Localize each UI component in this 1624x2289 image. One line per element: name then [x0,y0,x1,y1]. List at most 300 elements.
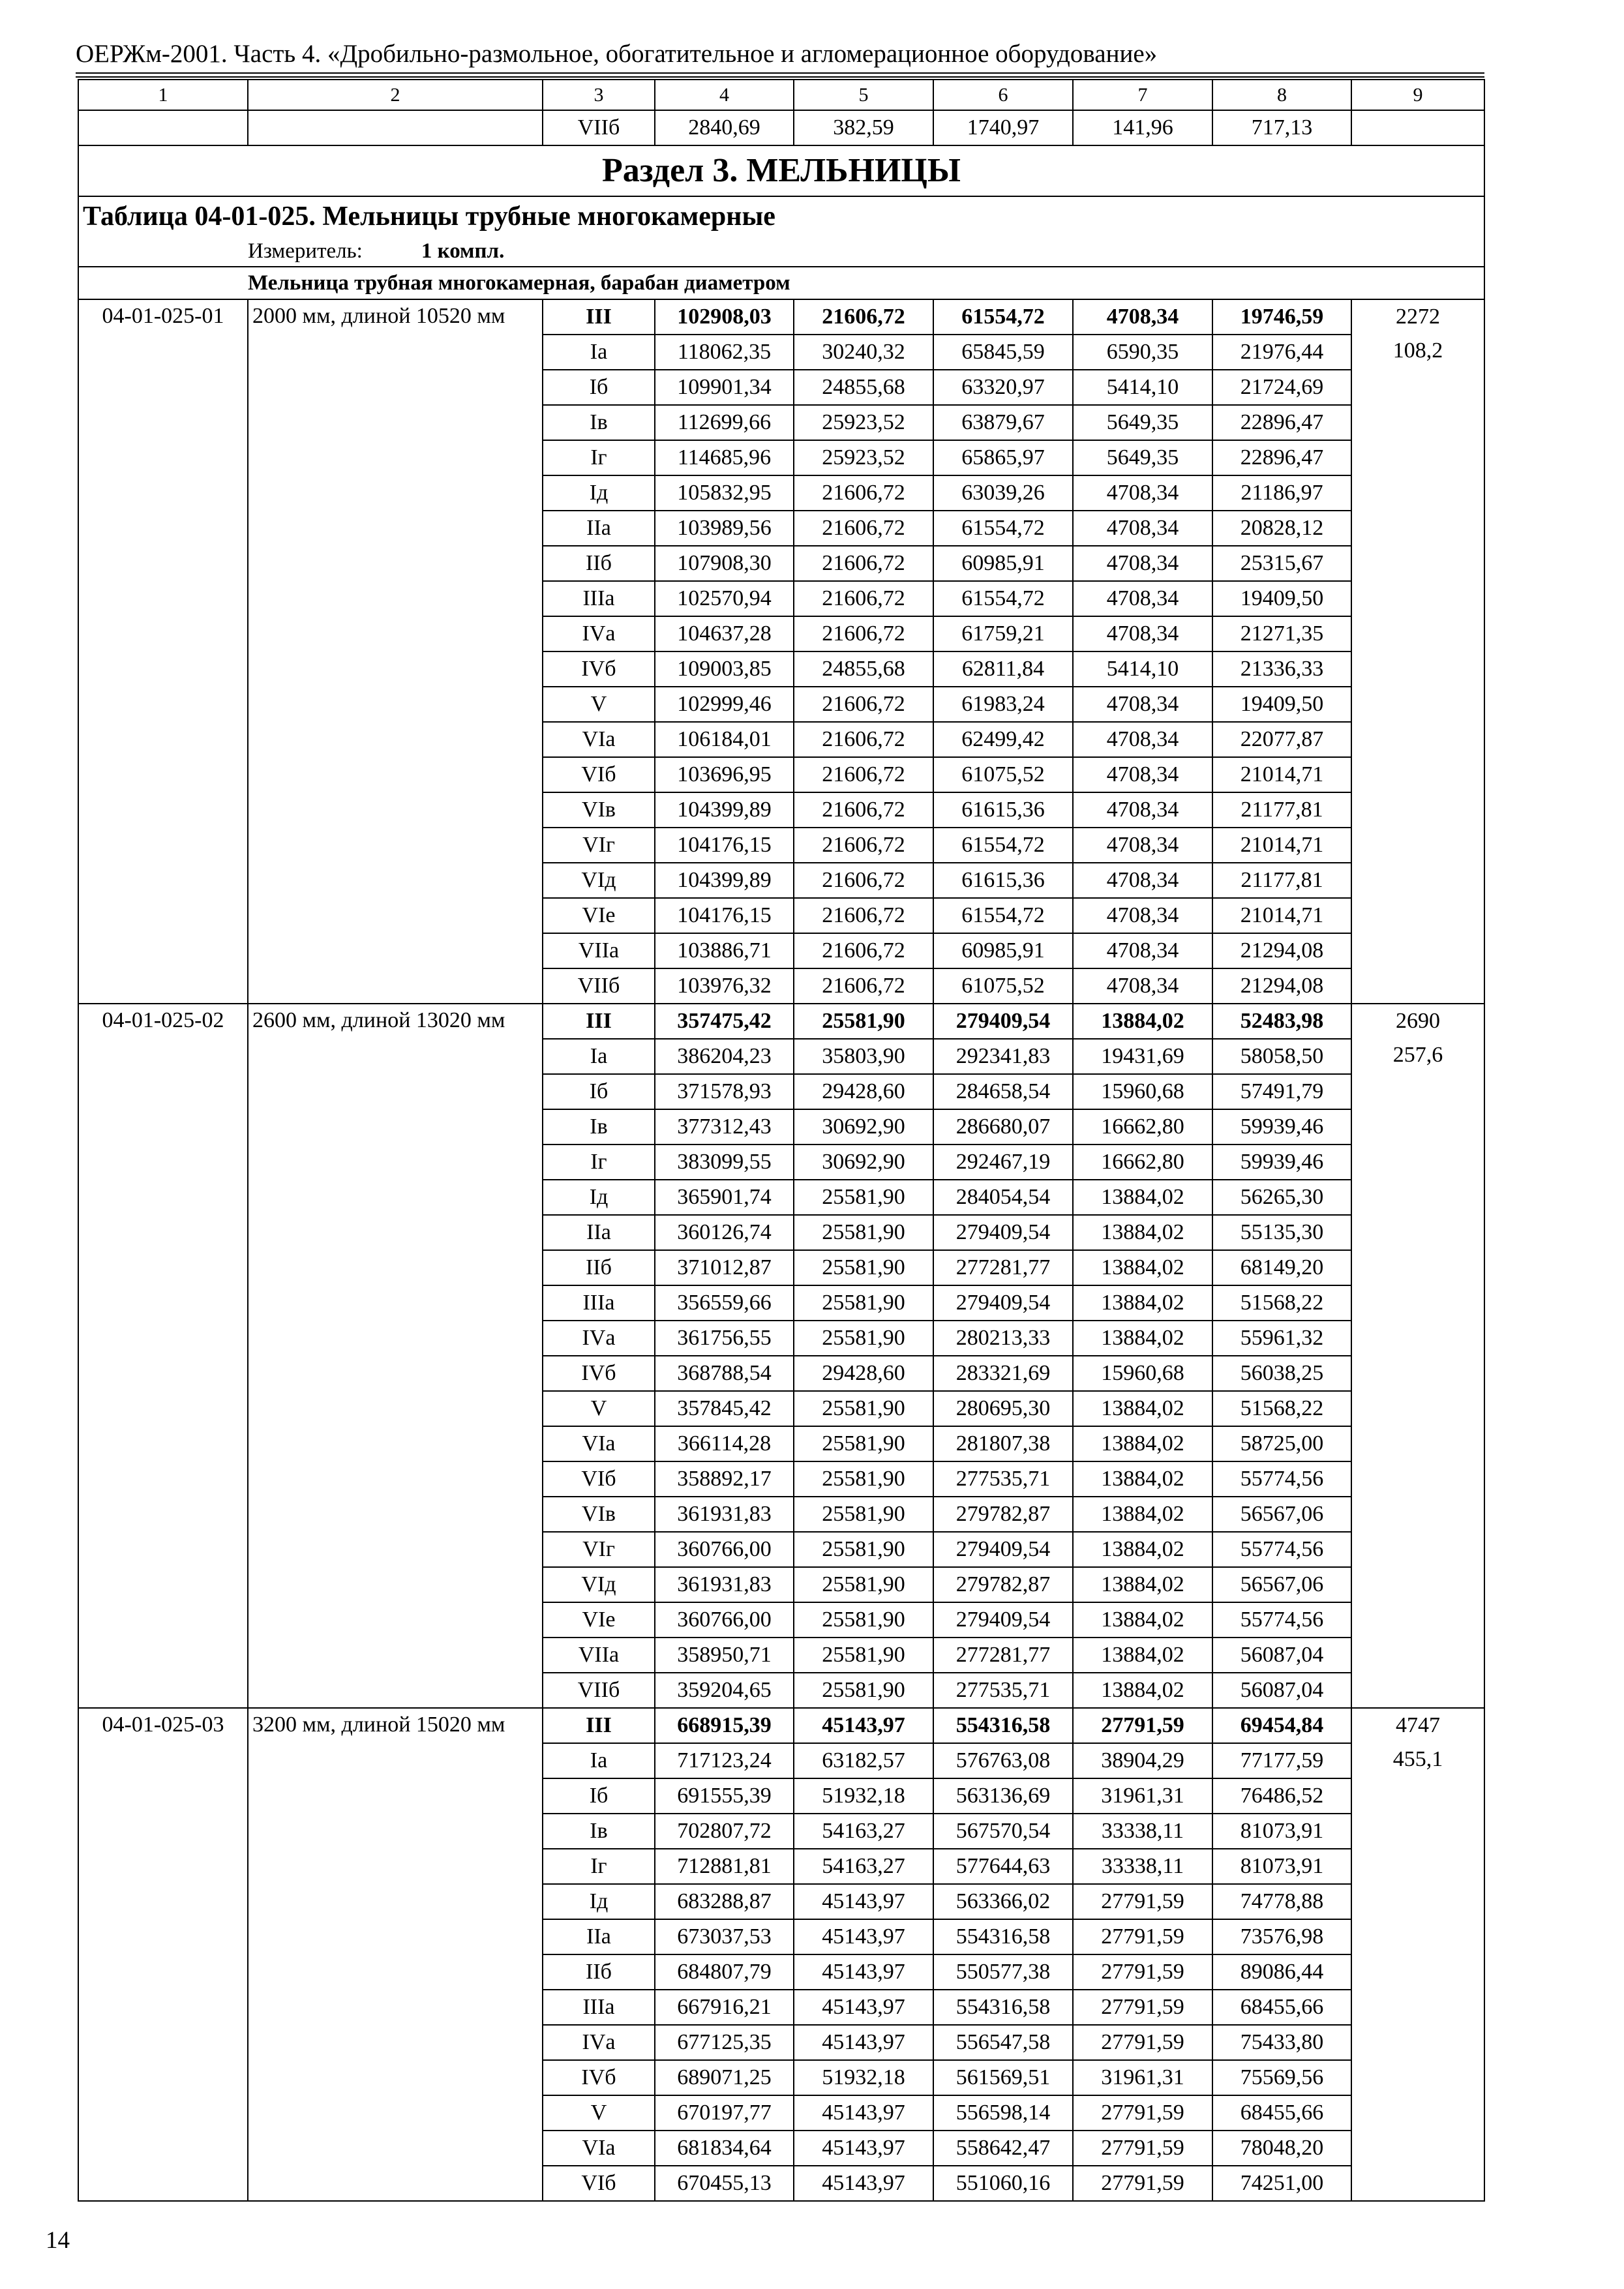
value-cell: 4708,34 [1073,863,1212,898]
value-cell: 61075,52 [933,757,1073,792]
equipment-name: 2000 мм, длиной 10520 мм [248,299,543,1004]
value-cell: 45143,97 [794,2095,933,2131]
rate-code: 04-01-025-03 [78,1708,248,2201]
value-cell: 55135,30 [1212,1215,1351,1250]
zone-cell: IVа [543,1321,655,1356]
value-cell: 4708,34 [1073,546,1212,581]
value-cell: 4708,34 [1073,511,1212,546]
value-cell: 4708,34 [1073,299,1212,335]
empty-cell [78,110,248,145]
value-cell: 21606,72 [794,546,933,581]
value-cell: 673037,53 [655,1919,794,1954]
value-cell: 21186,97 [1212,475,1351,511]
value-cell: 61554,72 [933,581,1073,616]
value-cell: 19409,50 [1212,581,1351,616]
value-cell: 68455,66 [1212,1990,1351,2025]
value-cell: 45143,97 [794,1708,933,1743]
zone-cell: IIIа [543,1285,655,1321]
value-cell: 55774,56 [1212,1461,1351,1497]
value-cell: 25315,67 [1212,546,1351,581]
value-cell: 689071,25 [655,2060,794,2095]
value-cell: 4708,34 [1073,722,1212,757]
equipment-name: 3200 мм, длиной 15020 мм [248,1708,543,2201]
value-cell: 58725,00 [1212,1426,1351,1461]
table-body [78,80,1484,2201]
value-cell: 62499,42 [933,722,1073,757]
value-cell: 683288,87 [655,1884,794,1919]
zone-cell: Iв [543,405,655,440]
value-cell: 73576,98 [1212,1919,1351,1954]
value-cell: 21177,81 [1212,792,1351,828]
rate-code: 04-01-025-01 [78,299,248,1004]
value-cell: 2840,69 [655,110,794,145]
value-cell: 25581,90 [794,1215,933,1250]
value-cell: 4708,34 [1073,792,1212,828]
value-cell: 667916,21 [655,1990,794,2025]
value-cell: 30692,90 [794,1144,933,1180]
value-cell: 277281,77 [933,1638,1073,1673]
value-cell: 118062,35 [655,335,794,370]
value-cell: 567570,54 [933,1814,1073,1849]
value-cell: 21606,72 [794,933,933,968]
zone-cell: VIб [543,2166,655,2201]
value-cell: 65845,59 [933,335,1073,370]
zone-cell: Iв [543,1814,655,1849]
labor-worker-value: 2272 [1396,305,1440,329]
value-cell: 45143,97 [794,2131,933,2166]
value-cell: 103696,95 [655,757,794,792]
value-cell: 279409,54 [933,1215,1073,1250]
value-cell: 54163,27 [794,1849,933,1884]
value-cell: 21606,72 [794,511,933,546]
value-cell: 21271,35 [1212,616,1351,651]
zone-cell: IIа [543,511,655,546]
value-cell: 13884,02 [1073,1673,1212,1708]
value-cell: 15960,68 [1073,1074,1212,1109]
value-cell: 63039,26 [933,475,1073,511]
value-cell: 45143,97 [794,1884,933,1919]
value-cell: 102908,03 [655,299,794,335]
subheading: Мельница трубная многокамерная, барабан диаметром [78,267,1484,299]
zone-cell: III [543,1004,655,1039]
subheading-row [78,267,1484,299]
value-cell: 4708,34 [1073,616,1212,651]
value-cell: 68149,20 [1212,1250,1351,1285]
value-cell: 280213,33 [933,1321,1073,1356]
value-cell: 22077,87 [1212,722,1351,757]
value-cell: 25581,90 [794,1285,933,1321]
value-cell: 22896,47 [1212,440,1351,475]
zone-cell: VIб [543,1461,655,1497]
value-cell: 27791,59 [1073,2131,1212,2166]
zone-cell: Iа [543,1039,655,1074]
value-cell: 62811,84 [933,651,1073,687]
value-cell: 556598,14 [933,2095,1073,2131]
page-header-title: ОЕРЖм-2001. Часть 4. «Дробильно-размольное, обогатительное и агломерационное оборудование» [76,40,1158,68]
value-cell: 365901,74 [655,1180,794,1215]
value-cell: 21606,72 [794,863,933,898]
table-row [78,299,1484,335]
zone-cell: Iа [543,335,655,370]
value-cell: 279409,54 [933,1602,1073,1638]
value-cell: 358950,71 [655,1638,794,1673]
value-cell: 717123,24 [655,1743,794,1778]
value-cell: 61983,24 [933,687,1073,722]
value-cell: 59939,46 [1212,1109,1351,1144]
zone-cell: VIIб [543,1673,655,1708]
value-cell: 45143,97 [794,1954,933,1990]
equipment-name: 2600 мм, длиной 13020 мм [248,1004,543,1708]
value-cell: 563366,02 [933,1884,1073,1919]
value-cell: 65865,97 [933,440,1073,475]
value-cell: 13884,02 [1073,1638,1212,1673]
zone-cell: IVб [543,1356,655,1391]
zone-cell: IIIа [543,581,655,616]
zone-cell: VIIа [543,933,655,968]
value-cell: 279782,87 [933,1567,1073,1602]
labor-cell [1351,1708,1484,2201]
header-double-rule [76,72,1484,78]
value-cell: 56087,04 [1212,1638,1351,1673]
zone-cell: VIе [543,1602,655,1638]
value-cell: 109003,85 [655,651,794,687]
value-cell: 31961,31 [1073,2060,1212,2095]
value-cell: 21724,69 [1212,370,1351,405]
value-cell: 63320,97 [933,370,1073,405]
value-cell: 45143,97 [794,2166,933,2201]
value-cell: 56038,25 [1212,1356,1351,1391]
value-cell: 104399,89 [655,792,794,828]
value-cell: 360126,74 [655,1215,794,1250]
measure-cell [78,236,1484,267]
zone-cell: Iв [543,1109,655,1144]
value-cell: 279782,87 [933,1497,1073,1532]
value-cell: 286680,07 [933,1109,1073,1144]
zone-cell: VIб [543,757,655,792]
value-cell: 277535,71 [933,1673,1073,1708]
value-cell: 21294,08 [1212,933,1351,968]
value-cell: 21294,08 [1212,968,1351,1004]
value-cell: 16662,80 [1073,1109,1212,1144]
value-cell: 668915,39 [655,1708,794,1743]
value-cell: 33338,11 [1073,1814,1212,1849]
value-cell: 4708,34 [1073,968,1212,1004]
value-cell: 554316,58 [933,1990,1073,2025]
value-cell: 25581,90 [794,1250,933,1285]
value-cell: 27791,59 [1073,1708,1212,1743]
value-cell: 55961,32 [1212,1321,1351,1356]
column-number: 2 [248,80,543,110]
rates-table [78,79,1485,2202]
value-cell: 25581,90 [794,1321,933,1356]
value-cell: 24855,68 [794,370,933,405]
zone-cell: V [543,1391,655,1426]
value-cell: 55774,56 [1212,1602,1351,1638]
carry-over-row [78,110,1484,145]
value-cell: 63182,57 [794,1743,933,1778]
labor-values [1352,300,1484,1003]
value-cell: 19746,59 [1212,299,1351,335]
value-cell: 104176,15 [655,828,794,863]
value-cell: 75433,80 [1212,2025,1351,2060]
value-cell: 33338,11 [1073,1849,1212,1884]
value-cell: 25923,52 [794,440,933,475]
value-cell: 292341,83 [933,1039,1073,1074]
value-cell: 61075,52 [933,968,1073,1004]
value-cell: 284054,54 [933,1180,1073,1215]
value-cell: 5414,10 [1073,370,1212,405]
value-cell: 35803,90 [794,1039,933,1074]
value-cell: 58058,50 [1212,1039,1351,1074]
value-cell: 104399,89 [655,863,794,898]
value-cell: 677125,35 [655,2025,794,2060]
value-cell: 54163,27 [794,1814,933,1849]
zone-cell: VIв [543,1497,655,1532]
value-cell: 27791,59 [1073,1884,1212,1919]
value-cell: 25581,90 [794,1391,933,1426]
value-cell: 74251,00 [1212,2166,1351,2201]
page-number: 14 [46,2227,70,2254]
value-cell: 13884,02 [1073,1497,1212,1532]
value-cell: 4708,34 [1073,898,1212,933]
value-cell: 105832,95 [655,475,794,511]
value-cell: 45143,97 [794,1990,933,2025]
column-number: 1 [78,80,248,110]
value-cell: 27791,59 [1073,2025,1212,2060]
value-cell: 563136,69 [933,1778,1073,1814]
value-cell: 21606,72 [794,475,933,511]
value-cell: 691555,39 [655,1778,794,1814]
value-cell: 382,59 [794,110,933,145]
zone-cell: Iд [543,1884,655,1919]
value-cell: 4708,34 [1073,757,1212,792]
value-cell: 77177,59 [1212,1743,1351,1778]
value-cell: 57491,79 [1212,1074,1351,1109]
value-cell: 360766,00 [655,1532,794,1567]
value-cell: 15960,68 [1073,1356,1212,1391]
zone-cell: VIIб [543,110,655,145]
value-cell: 61554,72 [933,299,1073,335]
value-cell: 103989,56 [655,511,794,546]
value-cell: 21606,72 [794,299,933,335]
value-cell: 109901,34 [655,370,794,405]
value-cell: 76486,52 [1212,1778,1351,1814]
value-cell: 371012,87 [655,1250,794,1285]
value-cell: 561569,51 [933,2060,1073,2095]
value-cell: 377312,43 [655,1109,794,1144]
value-cell: 27791,59 [1073,1919,1212,1954]
labor-machinist-value: 257,6 [1392,1043,1443,1067]
column-number: 9 [1351,80,1484,110]
value-cell: 81073,91 [1212,1849,1351,1884]
value-cell: 21606,72 [794,968,933,1004]
value-cell: 27791,59 [1073,2095,1212,2131]
value-cell: 25581,90 [794,1532,933,1567]
value-cell: 684807,79 [655,1954,794,1990]
value-cell: 102570,94 [655,581,794,616]
value-cell: 56567,06 [1212,1567,1351,1602]
value-cell: 4708,34 [1073,933,1212,968]
value-cell: 51568,22 [1212,1285,1351,1321]
value-cell: 383099,55 [655,1144,794,1180]
value-cell: 107908,30 [655,546,794,581]
value-cell: 69454,84 [1212,1708,1351,1743]
value-cell: 279409,54 [933,1004,1073,1039]
value-cell: 21606,72 [794,687,933,722]
value-cell: 386204,23 [655,1039,794,1074]
value-cell: 13884,02 [1073,1285,1212,1321]
zone-cell: VIд [543,863,655,898]
value-cell: 27791,59 [1073,2166,1212,2201]
zone-cell: IIа [543,1215,655,1250]
labor-worker-value: 2690 [1396,1009,1440,1033]
value-cell: 141,96 [1073,110,1212,145]
value-cell: 366114,28 [655,1426,794,1461]
value-cell: 21976,44 [1212,335,1351,370]
value-cell: 51932,18 [794,1778,933,1814]
value-cell: 21336,33 [1212,651,1351,687]
labor-worker-value: 4747 [1396,1713,1440,1737]
column-number: 8 [1212,80,1351,110]
value-cell: 29428,60 [794,1074,933,1109]
zone-cell: III [543,1708,655,1743]
zone-cell: IIа [543,1919,655,1954]
value-cell: 59939,46 [1212,1144,1351,1180]
value-cell: 13884,02 [1073,1532,1212,1567]
value-cell: 21606,72 [794,757,933,792]
value-cell: 27791,59 [1073,1954,1212,1990]
table-row [78,1004,1484,1039]
value-cell: 25581,90 [794,1567,933,1602]
labor-cell [1351,1004,1484,1708]
zone-cell: IIб [543,1250,655,1285]
value-cell: 25923,52 [794,405,933,440]
zone-cell: IIб [543,1954,655,1990]
value-cell: 576763,08 [933,1743,1073,1778]
labor-values [1352,1709,1484,2200]
value-cell: 717,13 [1212,110,1351,145]
value-cell: 81073,91 [1212,1814,1351,1849]
value-cell: 61615,36 [933,792,1073,828]
value-cell: 681834,64 [655,2131,794,2166]
table-title-row [78,196,1484,236]
value-cell: 75569,56 [1212,2060,1351,2095]
value-cell: 51568,22 [1212,1391,1351,1426]
zone-cell: Iб [543,370,655,405]
value-cell: 106184,01 [655,722,794,757]
zone-cell: Iб [543,1074,655,1109]
value-cell: 61554,72 [933,511,1073,546]
column-numbers-row [78,80,1484,110]
value-cell: 25581,90 [794,1004,933,1039]
value-cell: 361931,83 [655,1567,794,1602]
value-cell: 56087,04 [1212,1673,1351,1708]
value-cell: 550577,38 [933,1954,1073,1990]
value-cell: 6590,35 [1073,335,1212,370]
measure-label: Измеритель: [248,239,363,263]
value-cell: 45143,97 [794,1919,933,1954]
value-cell: 13884,02 [1073,1215,1212,1250]
value-cell: 25581,90 [794,1602,933,1638]
value-cell: 13884,02 [1073,1426,1212,1461]
value-cell: 104637,28 [655,616,794,651]
zone-cell: Iг [543,1849,655,1884]
value-cell: 25581,90 [794,1497,933,1532]
value-cell: 13884,02 [1073,1391,1212,1426]
value-cell: 104176,15 [655,898,794,933]
value-cell: 22896,47 [1212,405,1351,440]
value-cell: 102999,46 [655,687,794,722]
value-cell: 13884,02 [1073,1602,1212,1638]
value-cell: 361931,83 [655,1497,794,1532]
value-cell: 280695,30 [933,1391,1073,1426]
value-cell: 277281,77 [933,1250,1073,1285]
value-cell: 25581,90 [794,1426,933,1461]
zone-cell: Iд [543,475,655,511]
zone-cell: VIа [543,722,655,757]
value-cell: 56567,06 [1212,1497,1351,1532]
value-cell: 13884,02 [1073,1250,1212,1285]
value-cell: 702807,72 [655,1814,794,1849]
column-number: 4 [655,80,794,110]
zone-cell: VIIб [543,968,655,1004]
value-cell: 21014,71 [1212,828,1351,863]
zone-cell: V [543,687,655,722]
value-cell: 554316,58 [933,1708,1073,1743]
value-cell: 13884,02 [1073,1461,1212,1497]
value-cell: 103976,32 [655,968,794,1004]
value-cell: 21606,72 [794,898,933,933]
zone-cell: IVб [543,2060,655,2095]
section-title: Раздел 3. МЕЛЬНИЦЫ [78,145,1484,196]
value-cell: 78048,20 [1212,2131,1351,2166]
value-cell: 558642,47 [933,2131,1073,2166]
value-cell: 4708,34 [1073,475,1212,511]
value-cell: 13884,02 [1073,1567,1212,1602]
value-cell: 74778,88 [1212,1884,1351,1919]
zone-cell: IVб [543,651,655,687]
zone-cell: VIв [543,792,655,828]
value-cell: 24855,68 [794,651,933,687]
value-cell: 25581,90 [794,1461,933,1497]
value-cell: 670455,13 [655,2166,794,2201]
zone-cell: VIг [543,1532,655,1567]
value-cell: 25581,90 [794,1673,933,1708]
value-cell: 4708,34 [1073,828,1212,863]
value-cell: 19409,50 [1212,687,1351,722]
labor-machinist-value: 108,2 [1392,338,1443,363]
value-cell: 292467,19 [933,1144,1073,1180]
zone-cell: VIе [543,898,655,933]
value-cell: 51932,18 [794,2060,933,2095]
value-cell: 16662,80 [1073,1144,1212,1180]
value-cell: 20828,12 [1212,511,1351,546]
value-cell: 279409,54 [933,1285,1073,1321]
value-cell: 1740,97 [933,110,1073,145]
value-cell: 357475,42 [655,1004,794,1039]
value-cell: 5649,35 [1073,405,1212,440]
value-cell: 27791,59 [1073,1990,1212,2025]
value-cell: 56265,30 [1212,1180,1351,1215]
zone-cell: III [543,299,655,335]
column-number: 6 [933,80,1073,110]
measure-value: 1 компл. [421,239,505,263]
value-cell: 30240,32 [794,335,933,370]
value-cell: 5649,35 [1073,440,1212,475]
table-title: Таблица 04-01-025. Мельницы трубные многокамерные [78,196,1484,236]
value-cell: 29428,60 [794,1356,933,1391]
value-cell: 112699,66 [655,405,794,440]
